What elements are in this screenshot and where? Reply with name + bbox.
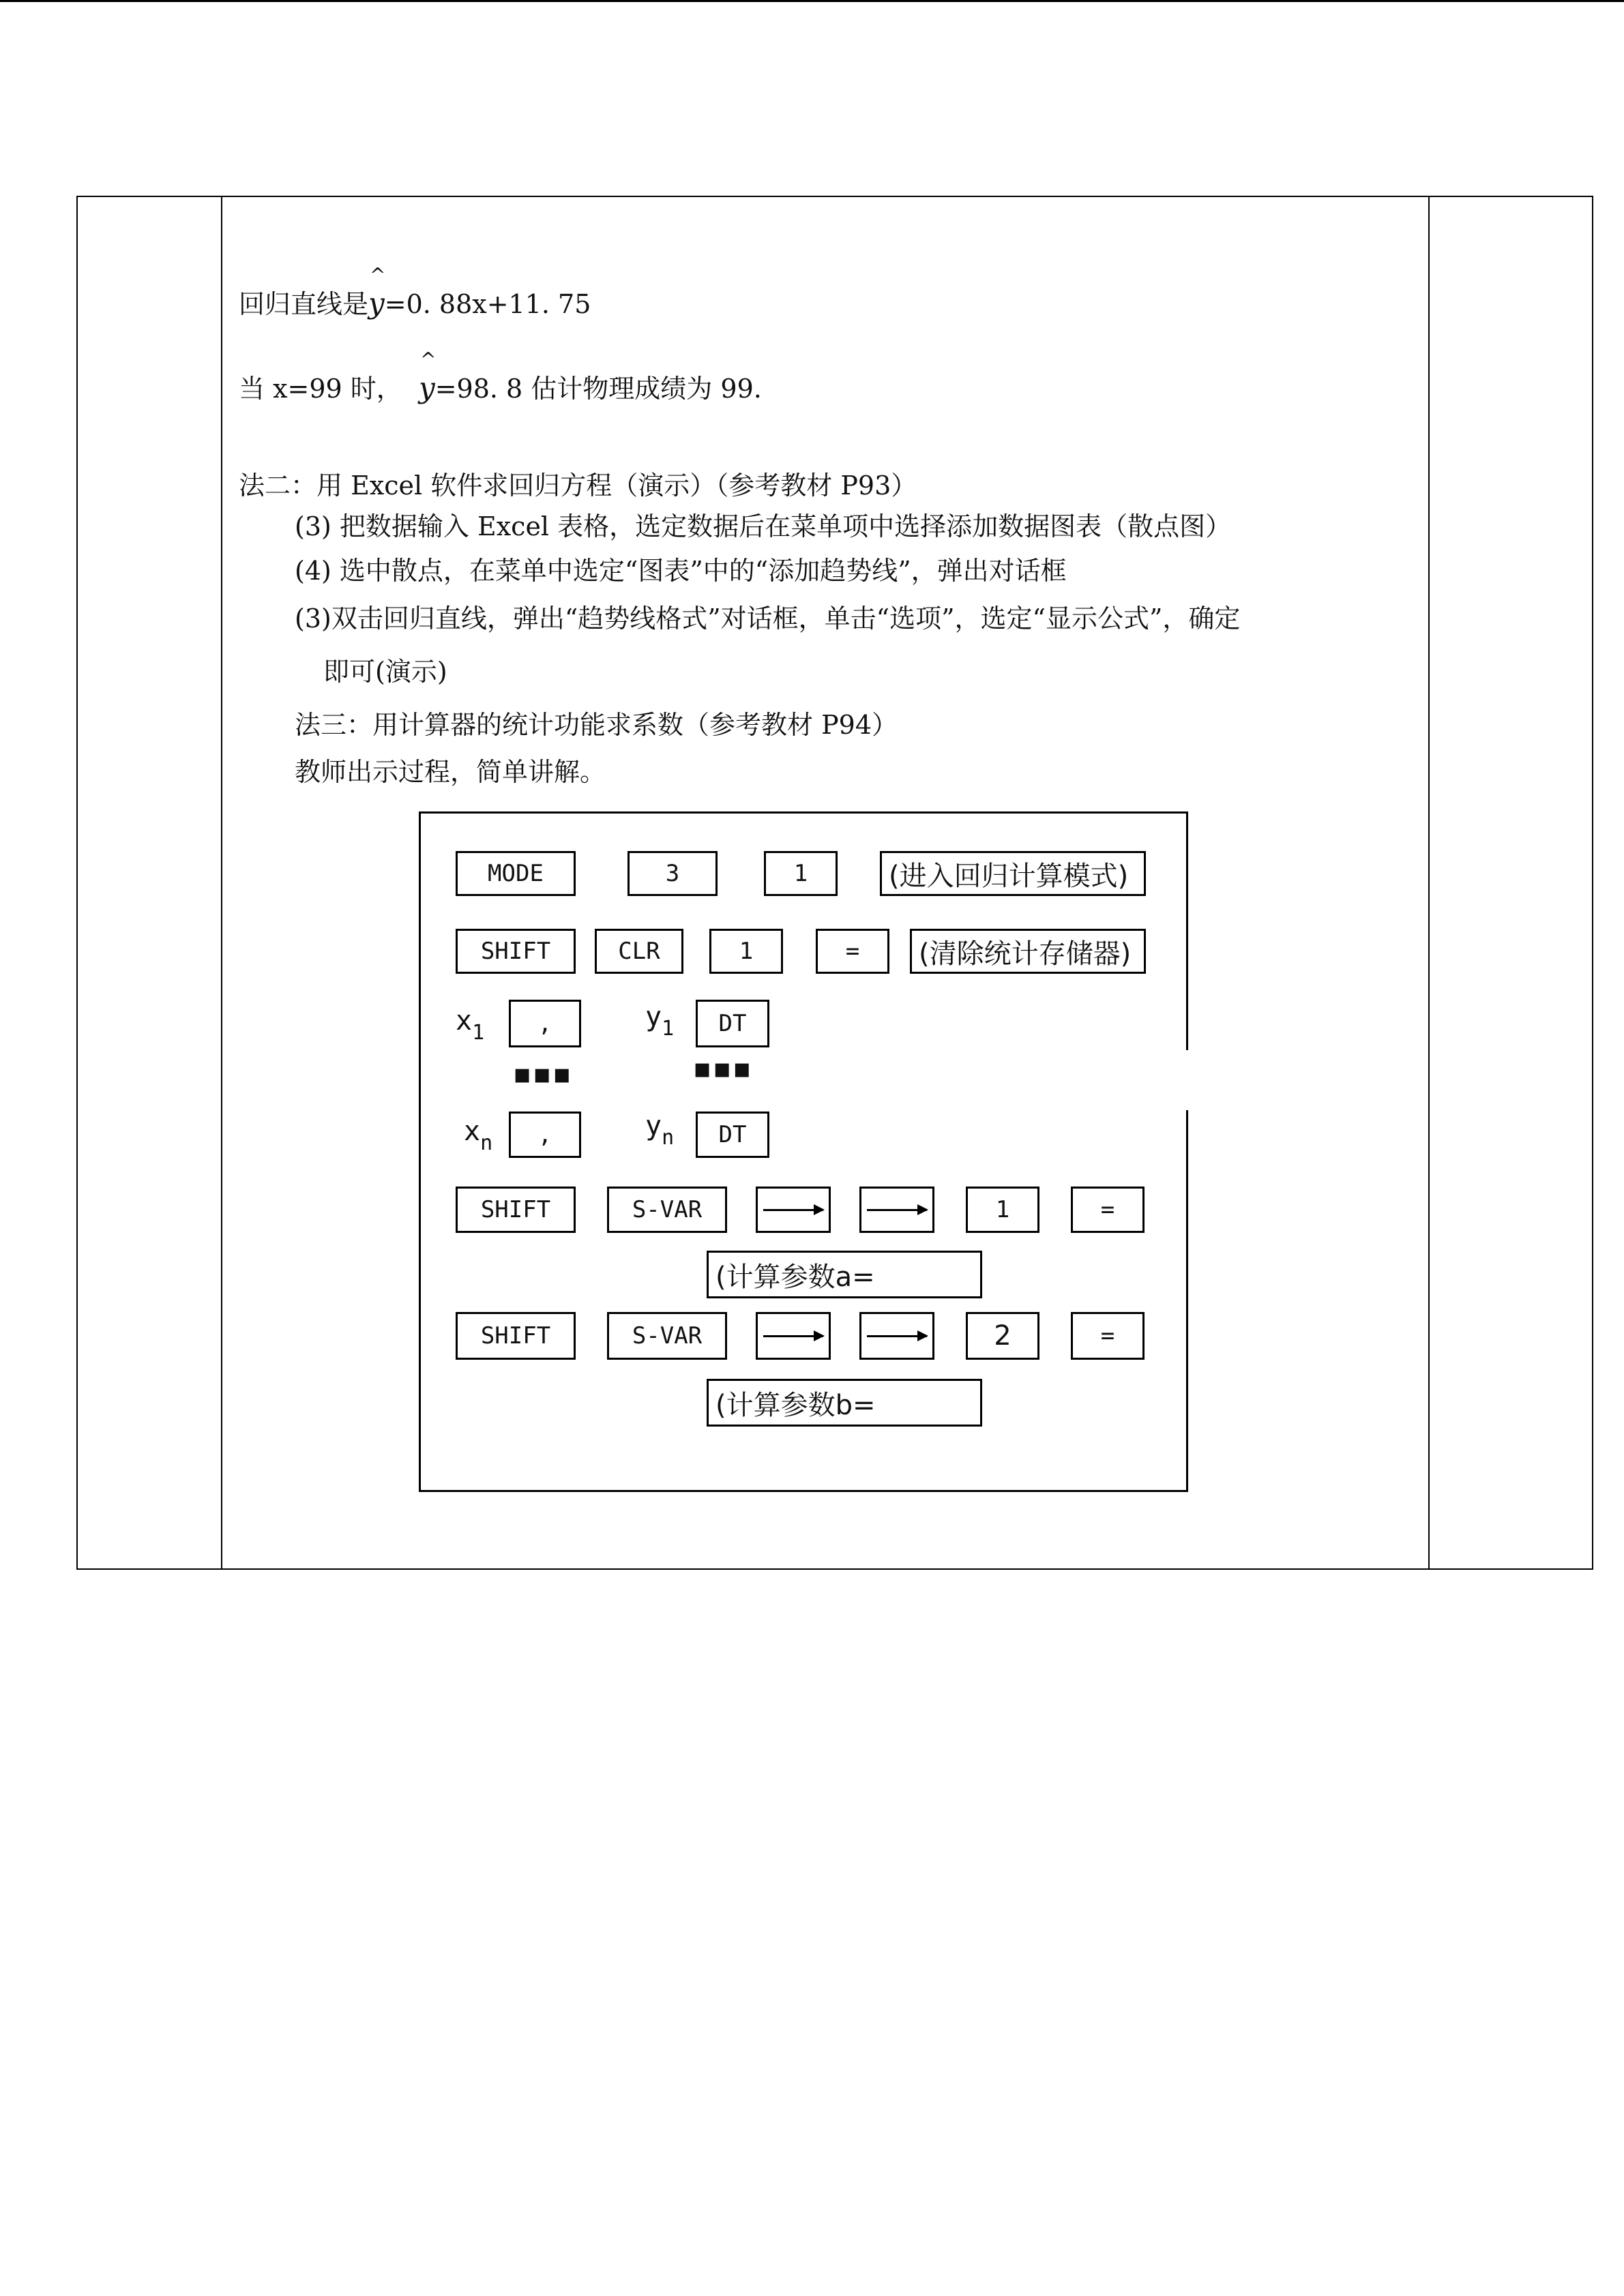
method2-step3-line2: 即可(演示) <box>323 657 447 687</box>
key-right-arrow-2 <box>859 1187 934 1233</box>
key-3: 3 <box>628 851 718 896</box>
table-column-divider-left <box>221 196 222 1570</box>
var-x-label: x <box>456 1005 473 1037</box>
method2-step1: (3) 把数据输入 Excel 表格，选定数据后在菜单项中选择添加数据图表（散点图） <box>295 511 1232 541</box>
y-hat-symbol-2: ^ y <box>419 374 435 402</box>
estimate-result <box>239 371 762 404</box>
note-regression-mode: (进入回归计算模式) <box>880 851 1146 896</box>
var-y-subscript: 1 <box>662 1017 675 1041</box>
key-1-clear: 1 <box>709 929 783 974</box>
key-mode: MODE <box>456 851 576 896</box>
page-top-border <box>0 0 1624 2</box>
ellipsis-y: ▪▪▪ <box>693 1053 753 1084</box>
var-yn-label: y <box>645 1110 662 1142</box>
key-equals-b: = <box>1071 1312 1145 1360</box>
right-arrow-icon <box>867 1209 927 1211</box>
key-dt-n: DT <box>696 1112 769 1158</box>
var-x1 <box>456 1005 484 1045</box>
table-column-divider-right <box>1428 196 1430 1570</box>
right-arrow-icon <box>867 1335 927 1337</box>
key-right-arrow-4 <box>859 1312 934 1360</box>
key-shift-a: SHIFT <box>456 1187 576 1233</box>
key-comma: , <box>509 1000 581 1047</box>
estimate-prefix: 当 x=99 时， <box>239 374 402 404</box>
var-xn <box>464 1116 492 1155</box>
regression-prefix: 回归直线是 <box>239 289 369 319</box>
var-yn-subscript: n <box>662 1126 675 1150</box>
method2-step2: (4) 选中散点，在菜单中选定“图表”中的“添加趋势线”，弹出对话框 <box>295 556 1067 586</box>
var-yn <box>645 1110 674 1150</box>
var-xn-label: x <box>464 1116 481 1147</box>
key-clr: CLR <box>595 929 683 974</box>
note-param-a: (计算参数a= <box>707 1251 982 1298</box>
key-2-param: 2 <box>966 1312 1039 1360</box>
regression-line-result <box>239 286 591 320</box>
var-xn-subscript: n <box>480 1131 493 1155</box>
right-arrow-icon <box>763 1209 823 1211</box>
key-comma-n: , <box>509 1112 581 1158</box>
key-dt: DT <box>696 1000 769 1047</box>
key-equals-a: = <box>1071 1187 1145 1233</box>
key-right-arrow-1 <box>756 1187 831 1233</box>
key-shift-b: SHIFT <box>456 1312 576 1360</box>
regression-equation: =0. 88x+11. 75 <box>384 289 591 319</box>
method2-title: 法二：用 Excel 软件求回归方程（演示）（参考教材 P93） <box>239 471 917 501</box>
note-param-b: (计算参数b= <box>707 1379 982 1427</box>
estimate-text: =98. 8 估计物理成绩为 99. <box>434 374 762 404</box>
method3-note: 教师出示过程，简单讲解。 <box>295 757 606 787</box>
var-y1 <box>645 1001 674 1041</box>
key-svar-b: S-VAR <box>607 1312 727 1360</box>
var-x-subscript: 1 <box>472 1021 485 1045</box>
key-1: 1 <box>764 851 838 896</box>
panel-border-gap <box>1185 1050 1192 1110</box>
right-arrow-icon <box>763 1335 823 1337</box>
key-right-arrow-3 <box>756 1312 831 1360</box>
key-svar-a: S-VAR <box>607 1187 727 1233</box>
y-hat-symbol: ^ y <box>368 289 385 318</box>
key-1-param: 1 <box>966 1187 1039 1233</box>
key-equals: = <box>816 929 889 974</box>
note-clear-memory: (清除统计存储器) <box>910 929 1146 974</box>
ellipsis-x: ▪▪▪ <box>513 1058 573 1090</box>
method2-step3-line1: (3)双击回归直线，弹出“趋势线格式”对话框，单击“选项”，选定“显示公式”，确定 <box>295 603 1241 633</box>
var-y-label: y <box>645 1001 662 1032</box>
key-shift: SHIFT <box>456 929 576 974</box>
method3-title: 法三：用计算器的统计功能求系数（参考教材 P94） <box>295 710 898 740</box>
